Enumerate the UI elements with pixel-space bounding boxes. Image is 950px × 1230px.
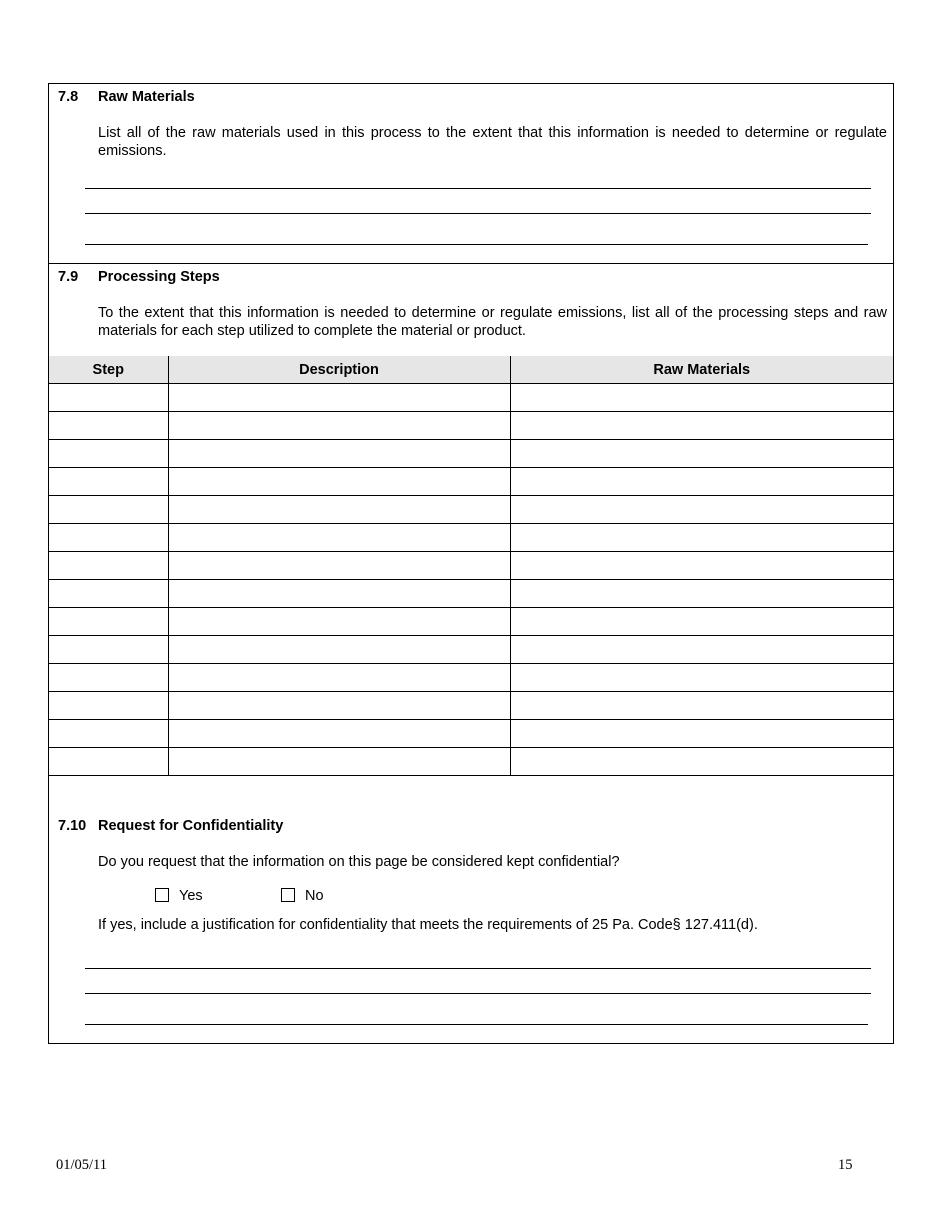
raw-materials-cell[interactable] — [510, 524, 893, 552]
table-row — [49, 552, 893, 580]
description-cell[interactable] — [168, 664, 510, 692]
section-7-10-title: Request for Confidentiality — [98, 818, 284, 834]
description-cell[interactable] — [168, 720, 510, 748]
raw-materials-cell[interactable] — [510, 440, 893, 468]
processing-steps-instructions: To the extent that this information is needed to determine or regulate emissions, list all of the processing steps and raw materials for each step utilized to complete the material or product. — [98, 305, 887, 339]
justification-answer-line-3[interactable] — [85, 1024, 868, 1025]
column-header-description: Description — [168, 356, 510, 384]
raw-materials-cell[interactable] — [510, 580, 893, 608]
table-row — [49, 692, 893, 720]
section-7-9-title: Processing Steps — [98, 269, 220, 285]
table-row — [49, 664, 893, 692]
footer-page-number: 15 — [838, 1157, 853, 1173]
step-cell[interactable] — [49, 468, 168, 496]
form-frame — [48, 83, 894, 1044]
description-cell[interactable] — [168, 524, 510, 552]
justification-answer-line-2[interactable] — [85, 993, 871, 994]
raw-materials-answer-line-2[interactable] — [85, 213, 871, 214]
description-cell[interactable] — [168, 496, 510, 524]
section-7-8-title: Raw Materials — [98, 89, 195, 105]
step-cell[interactable] — [49, 580, 168, 608]
table-row — [49, 720, 893, 748]
no-checkbox[interactable] — [281, 888, 295, 902]
description-cell[interactable] — [168, 608, 510, 636]
section-7-8-number: 7.8 — [58, 89, 79, 105]
description-cell[interactable] — [168, 412, 510, 440]
table-row — [49, 580, 893, 608]
raw-materials-cell[interactable] — [510, 384, 893, 412]
description-cell[interactable] — [168, 748, 510, 776]
yes-checkbox[interactable] — [155, 888, 169, 902]
step-cell[interactable] — [49, 412, 168, 440]
table-row — [49, 412, 893, 440]
description-cell[interactable] — [168, 468, 510, 496]
raw-materials-cell[interactable] — [510, 748, 893, 776]
table-row — [49, 468, 893, 496]
raw-materials-cell[interactable] — [510, 608, 893, 636]
table-header-row — [49, 356, 893, 384]
raw-materials-cell[interactable] — [510, 664, 893, 692]
column-header-step: Step — [49, 356, 168, 384]
table-row — [49, 748, 893, 776]
step-cell[interactable] — [49, 664, 168, 692]
step-cell[interactable] — [49, 748, 168, 776]
step-cell[interactable] — [49, 720, 168, 748]
raw-materials-cell[interactable] — [510, 412, 893, 440]
description-cell[interactable] — [168, 552, 510, 580]
justification-answer-line-1[interactable] — [85, 968, 871, 969]
raw-materials-cell[interactable] — [510, 552, 893, 580]
table-row — [49, 384, 893, 412]
table-row — [49, 608, 893, 636]
raw-materials-cell[interactable] — [510, 468, 893, 496]
table-row — [49, 496, 893, 524]
column-header-raw-materials: Raw Materials — [510, 356, 893, 384]
yes-option[interactable] — [155, 888, 203, 904]
step-cell[interactable] — [49, 636, 168, 664]
raw-materials-cell[interactable] — [510, 692, 893, 720]
footer-date: 01/05/11 — [56, 1157, 108, 1173]
step-cell[interactable] — [49, 608, 168, 636]
confidentiality-question: Do you request that the information on this page be considered kept confidential? — [98, 854, 620, 870]
step-cell[interactable] — [49, 692, 168, 720]
description-cell[interactable] — [168, 384, 510, 412]
section-7-10-number: 7.10 — [58, 818, 87, 834]
table-row — [49, 440, 893, 468]
description-cell[interactable] — [168, 580, 510, 608]
yes-label: Yes — [179, 888, 203, 904]
description-cell[interactable] — [168, 636, 510, 664]
step-cell[interactable] — [49, 384, 168, 412]
description-cell[interactable] — [168, 692, 510, 720]
table-row — [49, 636, 893, 664]
no-label: No — [305, 888, 324, 904]
raw-materials-cell[interactable] — [510, 636, 893, 664]
section-divider — [49, 263, 893, 264]
raw-materials-answer-line-1[interactable] — [85, 188, 871, 189]
no-option[interactable] — [281, 888, 324, 904]
description-cell[interactable] — [168, 440, 510, 468]
justification-prompt: If yes, include a justification for confidentiality that meets the requirements of 25 Pa. Code§ 127.411(d). — [98, 917, 758, 933]
raw-materials-answer-line-3[interactable] — [85, 244, 868, 245]
raw-materials-instructions: List all of the raw materials used in this process to the extent that this information is needed to determine or regulate emissions. — [98, 125, 887, 159]
raw-materials-cell[interactable] — [510, 720, 893, 748]
step-cell[interactable] — [49, 552, 168, 580]
raw-materials-cell[interactable] — [510, 496, 893, 524]
step-cell[interactable] — [49, 496, 168, 524]
section-7-9-number: 7.9 — [58, 269, 79, 285]
table-row — [49, 524, 893, 552]
step-cell[interactable] — [49, 524, 168, 552]
processing-steps-table — [49, 356, 893, 776]
step-cell[interactable] — [49, 440, 168, 468]
